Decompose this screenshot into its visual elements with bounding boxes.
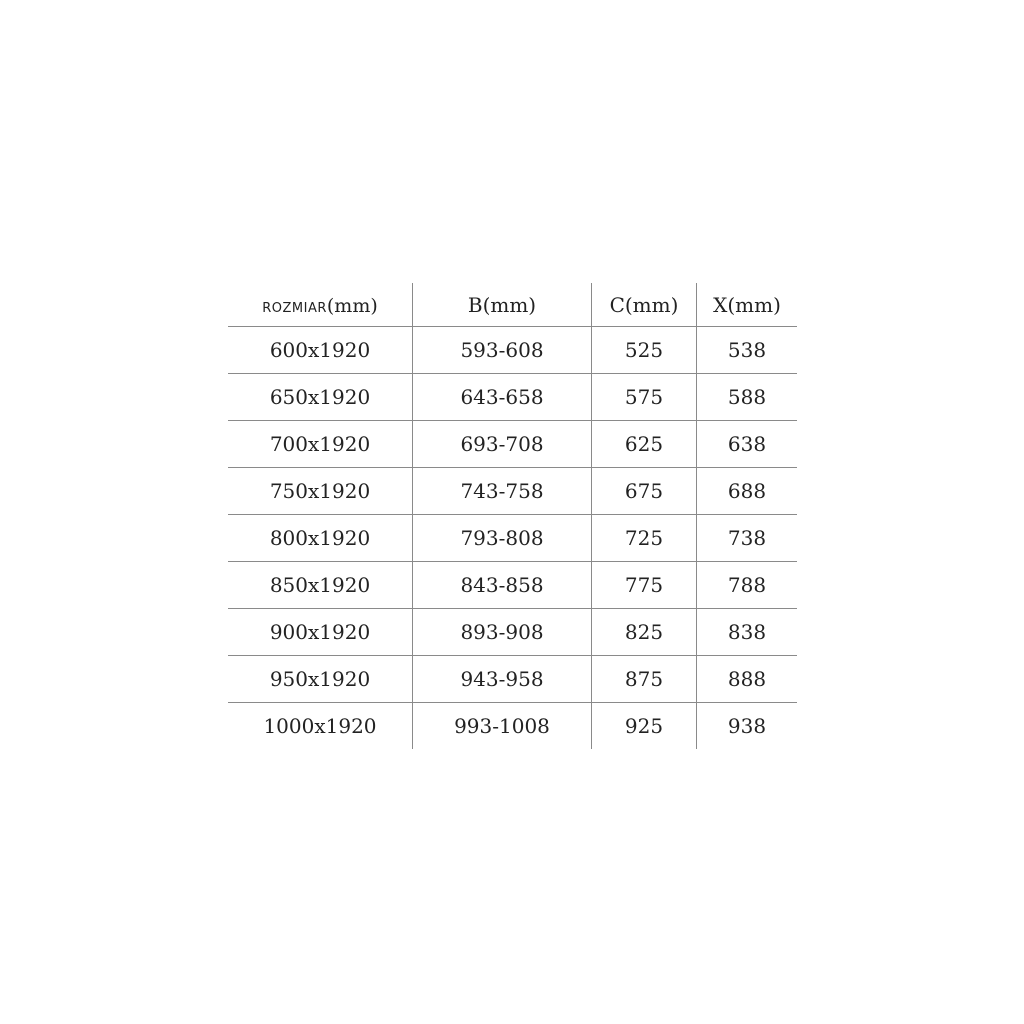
table-row <box>228 609 797 656</box>
cell-c: 875 <box>592 656 697 703</box>
table-row <box>228 327 797 374</box>
cell-b: 893-908 <box>413 609 592 656</box>
cell-x: 588 <box>697 374 798 421</box>
cell-rozmiar: 950x1920 <box>228 656 413 703</box>
cell-b: 693-708 <box>413 421 592 468</box>
cell-rozmiar: 900x1920 <box>228 609 413 656</box>
dimensions-table <box>228 283 797 749</box>
cell-x: 888 <box>697 656 798 703</box>
cell-c: 525 <box>592 327 697 374</box>
cell-x: 538 <box>697 327 798 374</box>
cell-b: 993-1008 <box>413 703 592 750</box>
cell-c: 775 <box>592 562 697 609</box>
header-rozmiar <box>228 283 413 327</box>
cell-rozmiar: 650x1920 <box>228 374 413 421</box>
cell-rozmiar: 600x1920 <box>228 327 413 374</box>
cell-c: 925 <box>592 703 697 750</box>
table-row <box>228 468 797 515</box>
cell-x: 638 <box>697 421 798 468</box>
cell-x: 788 <box>697 562 798 609</box>
header-row <box>228 283 797 327</box>
cell-rozmiar: 800x1920 <box>228 515 413 562</box>
table-row <box>228 562 797 609</box>
table-body <box>228 327 797 750</box>
cell-b: 843-858 <box>413 562 592 609</box>
cell-rozmiar: 850x1920 <box>228 562 413 609</box>
table-row <box>228 515 797 562</box>
header-x: X(mm) <box>697 283 798 327</box>
cell-b: 743-758 <box>413 468 592 515</box>
header-c: C(mm) <box>592 283 697 327</box>
cell-rozmiar: 700x1920 <box>228 421 413 468</box>
table-row <box>228 421 797 468</box>
cell-c: 575 <box>592 374 697 421</box>
cell-b: 643-658 <box>413 374 592 421</box>
cell-b: 593-608 <box>413 327 592 374</box>
cell-c: 625 <box>592 421 697 468</box>
table-row <box>228 703 797 750</box>
cell-c: 725 <box>592 515 697 562</box>
cell-x: 838 <box>697 609 798 656</box>
cell-b: 793-808 <box>413 515 592 562</box>
header-b: B(mm) <box>413 283 592 327</box>
cell-rozmiar: 750x1920 <box>228 468 413 515</box>
cell-c: 825 <box>592 609 697 656</box>
cell-x: 738 <box>697 515 798 562</box>
cell-x: 938 <box>727 714 767 738</box>
cell-c: 675 <box>592 468 697 515</box>
header-rozmiar-unit: (mm) <box>326 294 378 317</box>
cell-b: 943-958 <box>413 656 592 703</box>
cell-rozmiar: 1000x1920 <box>228 703 413 750</box>
cell-x: 688 <box>697 468 798 515</box>
table-row <box>228 374 797 421</box>
header-rozmiar-label: ROZMIAR <box>262 300 327 316</box>
table-row <box>228 656 797 703</box>
table-header <box>228 283 797 327</box>
